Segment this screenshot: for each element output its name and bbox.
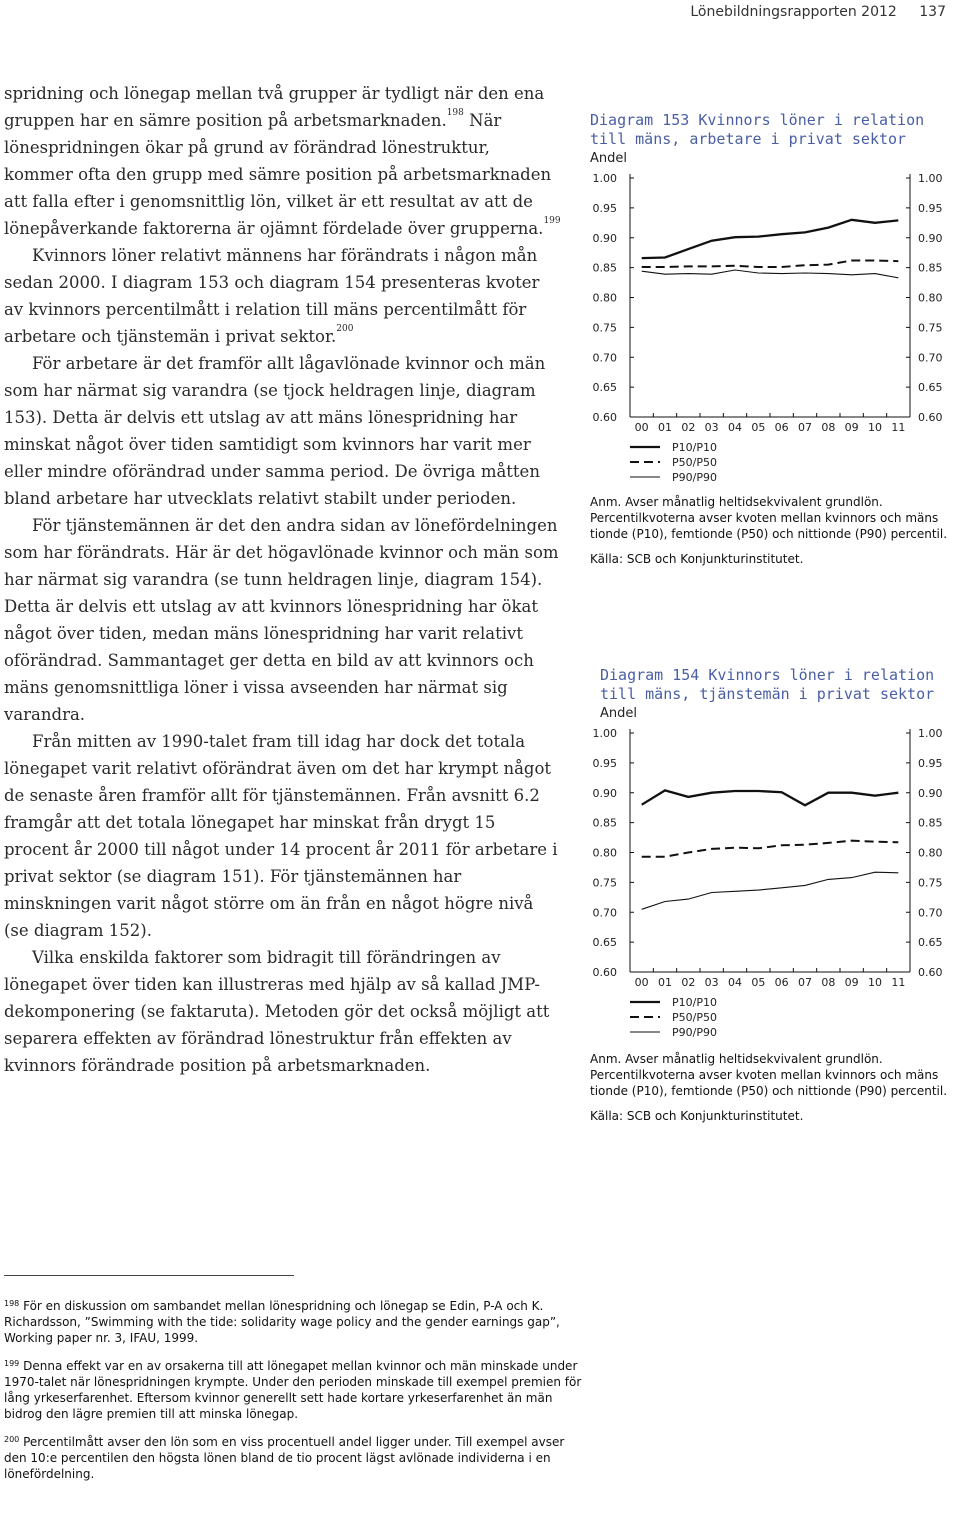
fig154-ytick-label-left: 0.80 bbox=[592, 846, 617, 860]
fig153-xtick-label: 06 bbox=[774, 421, 789, 434]
fig154-xtick-label: 08 bbox=[821, 976, 836, 989]
fig154-xtick-label: 00 bbox=[634, 976, 649, 989]
figure-153-source: Källa: SCB och Konjunkturinstitutet. bbox=[590, 552, 804, 566]
fig153-xtick-label: 08 bbox=[821, 421, 836, 434]
fig153-ytick-label-right: 0.95 bbox=[918, 201, 943, 215]
fig154-series-p90-p90 bbox=[642, 872, 899, 909]
fig154-xtick-label: 09 bbox=[844, 976, 859, 989]
fig154-ytick-label-left: 0.95 bbox=[592, 756, 617, 770]
fig154-legend-label: P50/P50 bbox=[672, 1011, 717, 1024]
fig153-ytick-label-right: 0.80 bbox=[918, 291, 943, 305]
fig153-xtick-label: 07 bbox=[798, 421, 812, 434]
fig153-ytick-label-right: 0.75 bbox=[918, 321, 943, 335]
fig154-series-p10-p10 bbox=[642, 790, 899, 805]
fig154-xtick-label: 03 bbox=[704, 976, 719, 989]
footnote-199: $^{199}$ Denna effekt var en av orsakerna till att lönegapet mellan kvinnor och män minskade under 1970-talet när lönespridningen krympte. Under den perioden minskade till exempel premien för lång yrkeserfarenhet. Eftersom kvinnor generellt sett hade kortare yrkeserfarenhet än män bidrog den lägre premien till att minska lönegap. bbox=[4, 1359, 582, 1421]
figure-153-title: Diagram 153 Kvinnors löner i relation till mäns, arbetare i privat sektor bbox=[590, 111, 925, 148]
fig153-ytick-label-right: 0.65 bbox=[918, 381, 943, 395]
fig153-series-p50-p50 bbox=[642, 261, 899, 268]
fig153-ytick-label-right: 0.60 bbox=[918, 411, 943, 424]
fig154-ytick-label-left: 0.90 bbox=[592, 786, 617, 800]
figure-154-note: Anm. Avser månatlig heltidsekvivalent grundlön. Percentilkvoterna avser kvoten mellan kvinnors och mäns tionde (P10), femtionde (P50) och nittionde (P90) percentil. bbox=[590, 1052, 948, 1098]
fig153-legend-label: P90/P90 bbox=[672, 471, 717, 484]
fig154-xtick-label: 10 bbox=[868, 976, 882, 989]
fig154-xtick-label: 05 bbox=[751, 976, 766, 989]
fig154-series-p50-p50 bbox=[642, 841, 899, 857]
fig154-ytick-label-right: 0.75 bbox=[918, 876, 943, 890]
fig154-ytick-label-right: 0.95 bbox=[918, 756, 943, 770]
page-header bbox=[672, 0, 946, 24]
fig153-xtick-label: 09 bbox=[844, 421, 859, 434]
fig154-ytick-label-right: 0.90 bbox=[918, 786, 943, 800]
chart-154 bbox=[590, 721, 955, 1056]
fig154-ytick-label-right: 0.65 bbox=[918, 936, 943, 950]
fig153-xtick-label: 04 bbox=[728, 421, 742, 434]
footnote-198: $^{198}$ För en diskussion om sambandet mellan lönespridning och lönegap se Edin, P-A och K. Richardsson, ”Swimming with the tide: solidarity wage policy and the gender earnings gap”, Working paper nr. 3, IFAU, 1999. bbox=[4, 1299, 560, 1345]
fig154-legend-label: P90/P90 bbox=[672, 1026, 717, 1039]
fig153-ytick-label-left: 0.65 bbox=[592, 381, 617, 395]
fig153-ytick-label-left: 0.70 bbox=[592, 351, 617, 365]
fig154-ytick-label-left: 0.75 bbox=[592, 876, 617, 890]
fig154-ytick-label-left: 1.00 bbox=[592, 727, 617, 740]
figure-153 bbox=[590, 111, 955, 566]
fig153-ytick-label-left: 1.00 bbox=[592, 172, 617, 185]
footnotes bbox=[4, 1298, 584, 1494]
fig153-ytick-label-left: 0.60 bbox=[592, 411, 617, 424]
fig153-ytick-label-left: 0.80 bbox=[592, 291, 617, 305]
paragraph-5: Från mitten av 1990-talet fram till idag har dock det totala lönegapet varit relativt oförändrat även om det har krympt något de senaste åren framför allt för tjänstemännen. Från avsnitt 6.2 framgår att det totala lönegapet har minskat från drygt 15 procent år 2000 till något under 14 procent år 2011 för arbetare i privat sektor (se diagram 151). För tjänstemännen har minskningen varit något större om än från en något högre nivå (se diagram 152). bbox=[4, 732, 558, 940]
running-title: Lönebildningsrapporten 2012 bbox=[690, 4, 897, 20]
footnote-ref-198[interactable]: 198 bbox=[446, 108, 464, 118]
paragraph-1: spridning och lönegap mellan två grupper är tydligt när den ena gruppen har en sämre position på arbetsmarknaden.$^{198}$ När lönespridningen ökar på grund av förändrad lönestruktur, kommer ofta den grupp med sämre position på arbetsmarknaden att falla efter i genomsnittlig lön, vilket är ett resultat av att de lönepåverkande faktorerna är ojämnt fördelade över grupperna.$^{199}$ bbox=[4, 84, 561, 238]
fig153-legend-label: P50/P50 bbox=[672, 456, 717, 469]
fig154-ytick-label-left: 0.85 bbox=[592, 816, 617, 830]
fig154-xtick-label: 07 bbox=[798, 976, 812, 989]
fig153-ytick-label-right: 0.85 bbox=[918, 261, 943, 275]
paragraph-4: För tjänstemännen är det den andra sidan av lönefördelningen som har förändrats. Här är det högavlönade kvinnor och män som har närmat sig varandra (se tunn heldragen linje, diagram 154). Detta är delvis ett utslag av att kvinnors lönespridning har ökat något över tiden, medan mäns lönespridning har varit relativt oförändrad. Sammantaget ger detta en bild av att kvinnors och mäns genomsnittliga löner i vissa avseenden har närmat sig varandra. bbox=[4, 516, 559, 724]
figure-153-unit: Andel bbox=[590, 151, 627, 166]
fig153-xtick-label: 01 bbox=[658, 421, 672, 434]
fig153-series-p90-p90 bbox=[642, 270, 899, 278]
fig154-ytick-label-right: 0.60 bbox=[918, 966, 943, 979]
fig154-xtick-label: 06 bbox=[774, 976, 789, 989]
footnote-ref-199[interactable]: 199 bbox=[543, 216, 561, 226]
fig154-ytick-label-right: 1.00 bbox=[918, 727, 943, 740]
fig154-xtick-label: 02 bbox=[681, 976, 696, 989]
paragraph-6: Vilka enskilda faktorer som bidragit till förändringen av lönegapet över tiden kan illustreras med hjälp av så kallad JMP-dekomponering (se faktaruta). Metoden gör det också möjligt att separera effekten av förändrad lönestruktur från effekten av kvinnors förändrade position på arbetsmarknaden. bbox=[4, 948, 550, 1075]
fig154-ytick-label-left: 0.70 bbox=[592, 906, 617, 920]
figure-154-source: Källa: SCB och Konjunkturinstitutet. bbox=[590, 1109, 804, 1123]
fig153-legend-label: P10/P10 bbox=[672, 441, 717, 454]
fig153-xtick-label: 05 bbox=[751, 421, 766, 434]
fig153-ytick-label-right: 0.70 bbox=[918, 351, 943, 365]
figure-154 bbox=[590, 666, 955, 1123]
fig153-ytick-label-right: 1.00 bbox=[918, 172, 943, 185]
fig154-ytick-label-left: 0.60 bbox=[592, 966, 617, 979]
fig153-ytick-label-left: 0.75 bbox=[592, 321, 617, 335]
fig153-xtick-label: 03 bbox=[704, 421, 719, 434]
fig153-ytick-label-left: 0.90 bbox=[592, 231, 617, 245]
fig153-xtick-label: 00 bbox=[634, 421, 649, 434]
chart-153 bbox=[590, 166, 955, 501]
page-number: 137 bbox=[919, 4, 946, 20]
fig153-ytick-label-left: 0.85 bbox=[592, 261, 617, 275]
fig154-legend-label: P10/P10 bbox=[672, 996, 717, 1009]
fig154-xtick-label: 04 bbox=[728, 976, 742, 989]
footnote-separator bbox=[4, 1275, 294, 1276]
footnote-ref-200[interactable]: 200 bbox=[336, 324, 354, 334]
fig153-xtick-label: 11 bbox=[891, 421, 906, 434]
fig153-ytick-label-left: 0.95 bbox=[592, 201, 617, 215]
fig154-ytick-label-right: 0.85 bbox=[918, 816, 943, 830]
fig154-ytick-label-left: 0.65 bbox=[592, 936, 617, 950]
fig153-xtick-label: 10 bbox=[868, 421, 882, 434]
fig154-ytick-label-right: 0.80 bbox=[918, 846, 943, 860]
body-text bbox=[4, 80, 562, 1079]
fig154-xtick-label: 11 bbox=[891, 976, 906, 989]
fig154-xtick-label: 01 bbox=[658, 976, 672, 989]
figure-154-unit: Andel bbox=[600, 706, 637, 721]
fig154-ytick-label-right: 0.70 bbox=[918, 906, 943, 920]
fig153-xtick-label: 02 bbox=[681, 421, 696, 434]
fig153-series-p10-p10 bbox=[642, 220, 899, 258]
paragraph-2: Kvinnors löner relativt männens har förändrats i någon mån sedan 2000. I diagram 153 och diagram 154 presenteras kvoter av kvinnors percentilmått i relation till mäns percentilmått för arbetare och tjänstemän i privat sektor.$^{200}$ bbox=[4, 246, 540, 346]
figure-154-title: Diagram 154 Kvinnors löner i relation till mäns, tjänstemän i privat sektor bbox=[600, 666, 935, 703]
fig153-ytick-label-right: 0.90 bbox=[918, 231, 943, 245]
footnote-200: $^{200}$ Percentilmått avser den lön som en viss procentuell andel ligger under. Till exempel avser den 10:e percentilen den högsta lönen bland de tio procent lägst avlönade individerna i en lönefördelning. bbox=[4, 1435, 565, 1481]
figure-153-note: Anm. Avser månatlig heltidsekvivalent grundlön. Percentilkvoterna avser kvoten mellan kvinnors och mäns tionde (P10), femtionde (P50) och nittionde (P90) percentil. bbox=[590, 495, 948, 541]
paragraph-3: För arbetare är det framför allt lågavlönade kvinnor och män som har närmat sig varandra (se tjock heldragen linje, diagram 153). Detta är delvis ett utslag av att mäns lönespridning har minskat något över tiden samtidigt som kvinnors har varit mer eller mindre oförändrad under samma period. De övriga måtten bland arbetare har utvecklats relativt stabilt under perioden. bbox=[4, 354, 546, 508]
